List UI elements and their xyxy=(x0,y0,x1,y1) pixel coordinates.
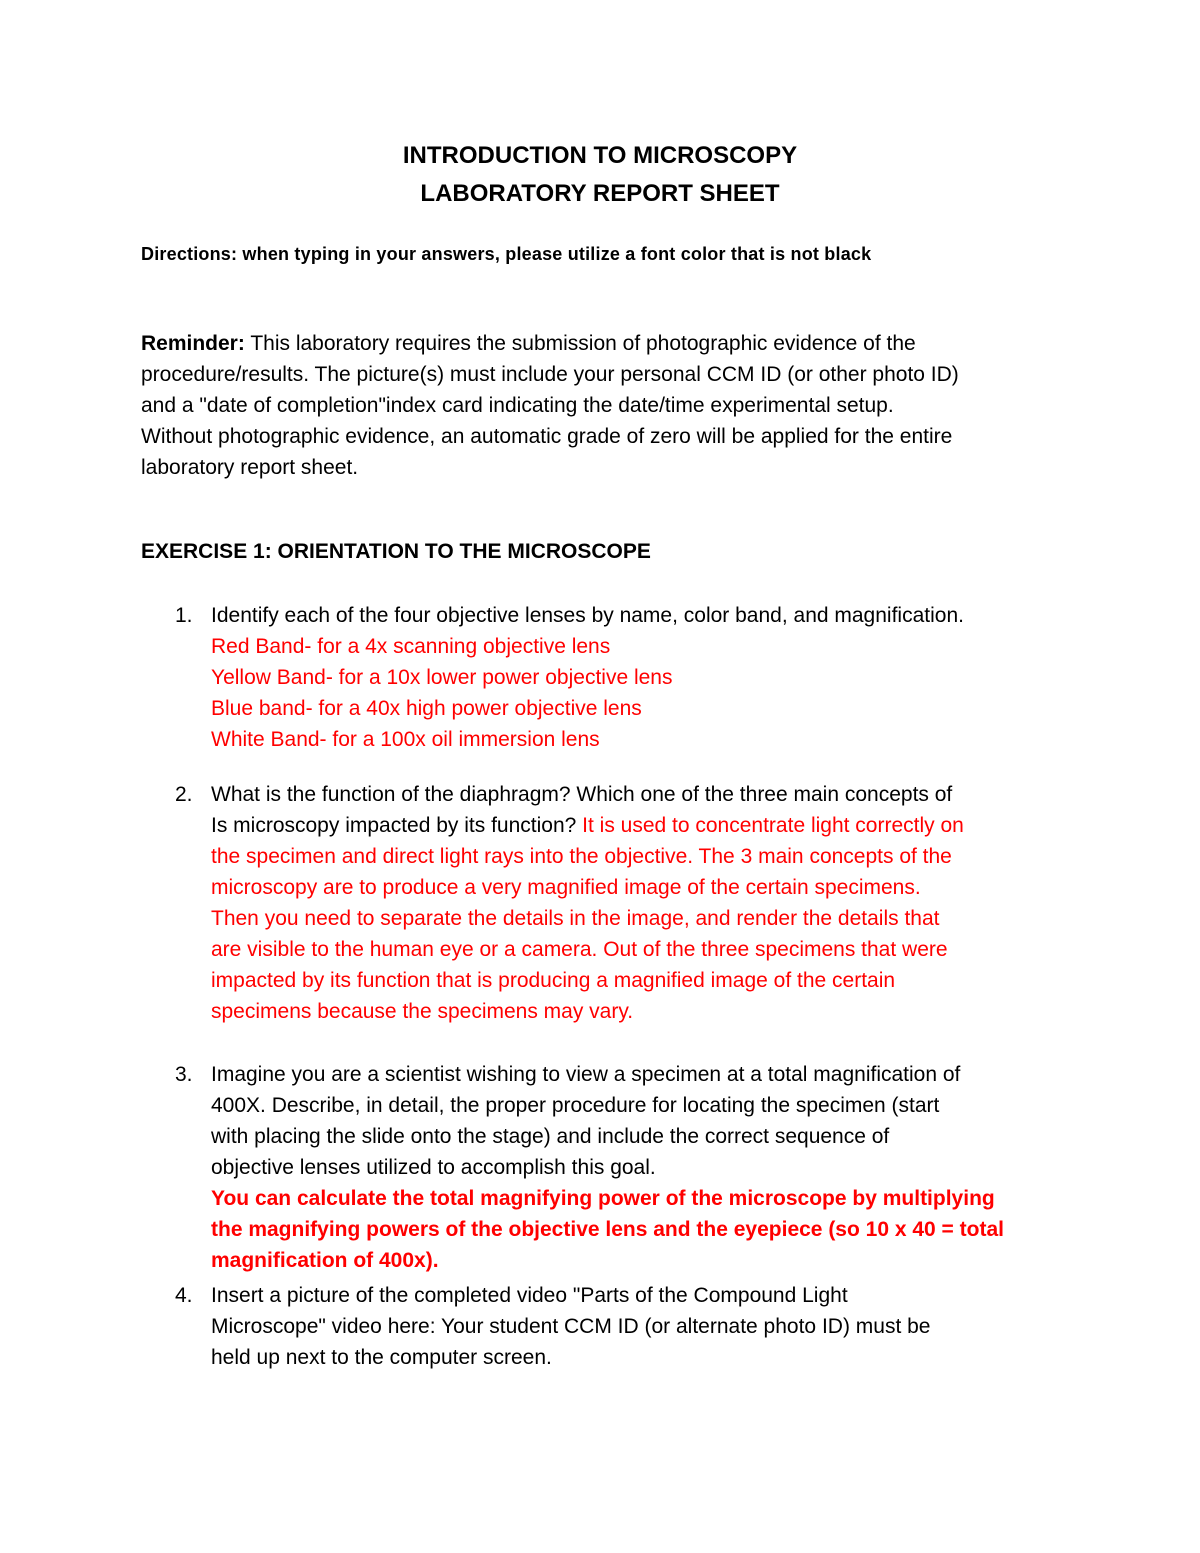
reminder-line-1 xyxy=(141,328,1071,359)
question-body xyxy=(211,1059,1091,1276)
answer-line: Blue band- for a 40x high power objective lens xyxy=(211,697,642,720)
question-text: held up next to the computer screen. xyxy=(211,1346,552,1369)
question-number: 4. xyxy=(175,1284,193,1307)
directions-text: Directions: when typing in your answers, please utilize a font color that is not black xyxy=(141,244,872,264)
reminder-line-3: and a "date of completion"index card indicating the date/time experimental setup. xyxy=(141,394,894,417)
answer-line: microscopy are to produce a very magnified image of the certain specimens. xyxy=(211,876,921,899)
question-text: Insert a picture of the completed video "Parts of the Compound Light xyxy=(211,1284,848,1307)
answer-line: magnification of 400x). xyxy=(211,1249,439,1272)
question-number: 1. xyxy=(175,604,193,627)
question-body xyxy=(211,1280,1091,1373)
question-text: objective lenses utilized to accomplish this goal. xyxy=(211,1156,656,1179)
question-text: Microscope" video here: Your student CCM ID (or alternate photo ID) must be xyxy=(211,1315,931,1338)
reminder-text: This laboratory requires the submission of photographic evidence of the xyxy=(244,332,916,355)
question-text: What is the function of the diaphragm? Which one of the three main concepts of xyxy=(211,783,953,806)
answer-line: impacted by its function that is producing a magnified image of the certain xyxy=(211,969,896,992)
answer-text: It is used to concentrate light correctly on xyxy=(582,814,964,837)
question-text: 400X. Describe, in detail, the proper procedure for locating the specimen (start xyxy=(211,1094,940,1117)
question-text: Is microscopy impacted by its function? xyxy=(211,814,583,837)
answer-line: You can calculate the total magnifying power of the microscope by multiplying xyxy=(211,1187,995,1210)
question-text: Identify each of the four objective lenses by name, color band, and magnification. xyxy=(211,604,964,627)
question-number: 3. xyxy=(175,1063,193,1086)
reminder-line-2: procedure/results. The picture(s) must include your personal CCM ID (or other photo ID) xyxy=(141,363,959,386)
document-title-line1: INTRODUCTION TO MICROSCOPY xyxy=(402,142,798,169)
answer-line: the magnifying powers of the objective lens and the eyepiece (so 10 x 40 = total xyxy=(211,1218,1004,1241)
answer-line: Red Band- for a 4x scanning objective lens xyxy=(211,635,611,658)
answer-line: are visible to the human eye or a camera. Out of the three specimens that were xyxy=(211,938,948,961)
answer-line: White Band- for a 100x oil immersion lens xyxy=(211,728,600,751)
exercise-heading: EXERCISE 1: ORIENTATION TO THE MICROSCOPE xyxy=(141,540,651,563)
answer-line: the specimen and direct light rays into the objective. The 3 main concepts of the xyxy=(211,845,952,868)
reminder-line-4: Without photographic evidence, an automatic grade of zero will be applied for the entire xyxy=(141,425,953,448)
question-text: Imagine you are a scientist wishing to view a specimen at a total magnification of xyxy=(211,1063,961,1086)
question-text: with placing the slide onto the stage) and include the correct sequence of xyxy=(211,1125,890,1148)
reminder-label: Reminder: xyxy=(141,332,245,355)
answer-line: specimens because the specimens may vary. xyxy=(211,1000,634,1023)
question-body xyxy=(211,779,1091,1027)
document-title-line2: LABORATORY REPORT SHEET xyxy=(420,180,780,207)
reminder-paragraph xyxy=(141,328,1071,483)
question-number: 2. xyxy=(175,783,193,806)
question-body xyxy=(211,600,1091,755)
reminder-line-5: laboratory report sheet. xyxy=(141,456,359,479)
question-answer-line xyxy=(211,810,1091,841)
answer-line: Yellow Band- for a 10x lower power objective lens xyxy=(211,666,673,689)
answer-line: Then you need to separate the details in the image, and render the details that xyxy=(211,907,940,930)
